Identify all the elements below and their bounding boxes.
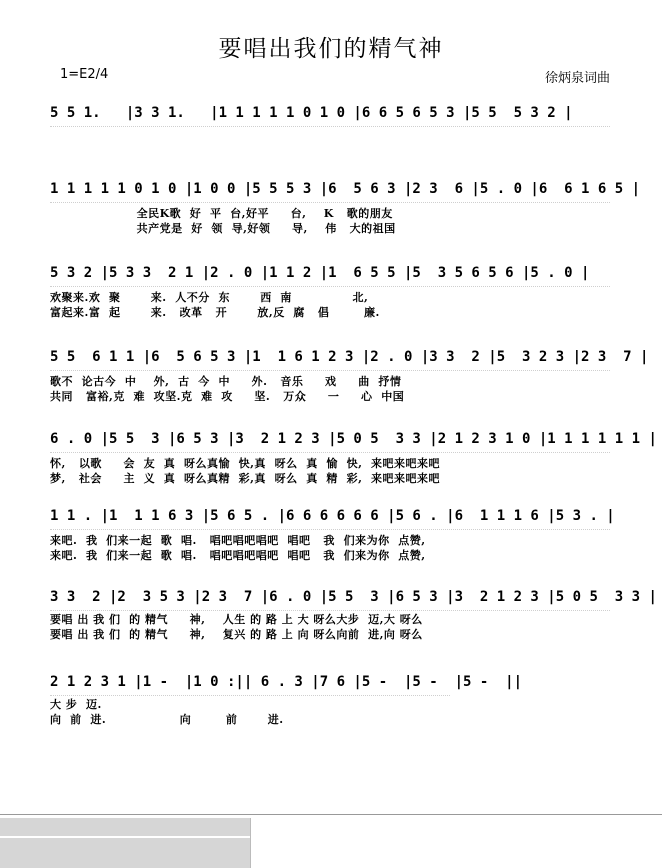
notation-line: 6 . 0 |5 5 3 |6 5 3 |3 2 1 2 3 |5 0 5 3 3 |2 1 2 3 1 0 |1 1 1 1 1 1 | — [50, 426, 610, 453]
lyric-verse-2: 富起来.富 起 来. 改革 开 放,反 腐 倡 廉. — [50, 306, 380, 319]
lyric-verse-1: 全民K歌 好 平 台,好平 台, K 歌的朋友 — [50, 207, 393, 220]
key-signature: 1=E2/4 — [60, 67, 109, 82]
notation-line: 1 1 1 1 1 0 1 0 |1 0 0 |5 5 5 3 |6 5 6 3 |2 3 6 |5 . 0 |6 6 1 6 5 | — [50, 176, 610, 203]
song-title: 要唱出我们的精气神 — [218, 36, 444, 62]
lyric-verse-2: 梦, 社会 主 义 真 呀么真精 彩,真 呀么 真 精 彩, 来吧来吧来吧 — [50, 472, 441, 485]
lyric-verse-1: 来吧. 我 们来一起 歌 唱. 唱吧唱吧唱吧 唱吧 我 们来为你 点赞, — [50, 534, 426, 547]
footer-divider-rule — [0, 814, 662, 815]
notation-line: 5 3 2 |5 3 3 2 1 |2 . 0 |1 1 2 |1 6 5 5 |5 3 5 6 5 6 |5 . 0 | — [50, 260, 610, 287]
lyric-verse-2: 向 前 进. 向 前 进. — [50, 713, 284, 726]
notation-line: 5 5 1. |3 3 1. |1 1 1 1 1 0 1 0 |6 6 5 6 5 3 |5 5 5 3 2 | — [50, 100, 610, 127]
notation-line: 1 1 . |1 1 1 6 3 |5 6 5 . |6 6 6 6 6 6 |5 6 . |6 1 1 1 6 |5 3 . | — [50, 503, 610, 530]
lyric-verse-2: 共同 富裕,克 难 攻坚.克 难 攻 坚. 万众 一 心 中国 — [50, 390, 405, 403]
lyric-verse-2: 来吧. 我 们来一起 歌 唱. 唱吧唱吧唱吧 唱吧 我 们来为你 点赞, — [50, 549, 426, 562]
lyric-verse-1: 要唱 出 我 们 的 精气 神, 人生 的 路 上 大 呀么大步 迈,大 呀么 — [50, 613, 423, 626]
lyric-verse-1: 怀, 以歌 会 友 真 呀么真愉 快,真 呀么 真 愉 快, 来吧来吧来吧 — [50, 457, 441, 470]
lyric-verse-2: 要唱 出 我 们 的 精气 神, 复兴 的 路 上 向 呀么向前 进,向 呀么 — [50, 628, 423, 641]
lyricist-composer-credit: 徐炳泉词曲 — [544, 71, 610, 86]
lyric-verse-1: 欢聚来.欢 聚 来. 人不分 东 西 南 北, — [50, 291, 369, 304]
notation-line: 2 1 2 3 1 |1 - |1 0 :|| 6 . 3 |7 6 |5 - |5 - |5 - || — [50, 669, 450, 696]
footer-gray-panel — [0, 818, 250, 868]
notation-line: 5 5 6 1 1 |6 5 6 5 3 |1 1 6 1 2 3 |2 . 0 |3 3 2 |5 3 2 3 |2 3 7 | — [50, 344, 610, 371]
lyric-verse-1: 大 步 迈. — [50, 698, 102, 711]
lyric-verse-2: 共产党是 好 领 导,好领 导, 伟 大的祖国 — [50, 222, 396, 235]
lyric-verse-1: 歌不 论古今 中 外, 古 今 中 外. 音乐 戏 曲 抒情 — [50, 375, 402, 388]
notation-line: 3 3 2 |2 3 5 3 |2 3 7 |6 . 0 |5 5 3 |6 5 3 |3 2 1 2 3 |5 0 5 3 3 | — [50, 584, 610, 611]
footer-panel-divider — [250, 818, 251, 868]
